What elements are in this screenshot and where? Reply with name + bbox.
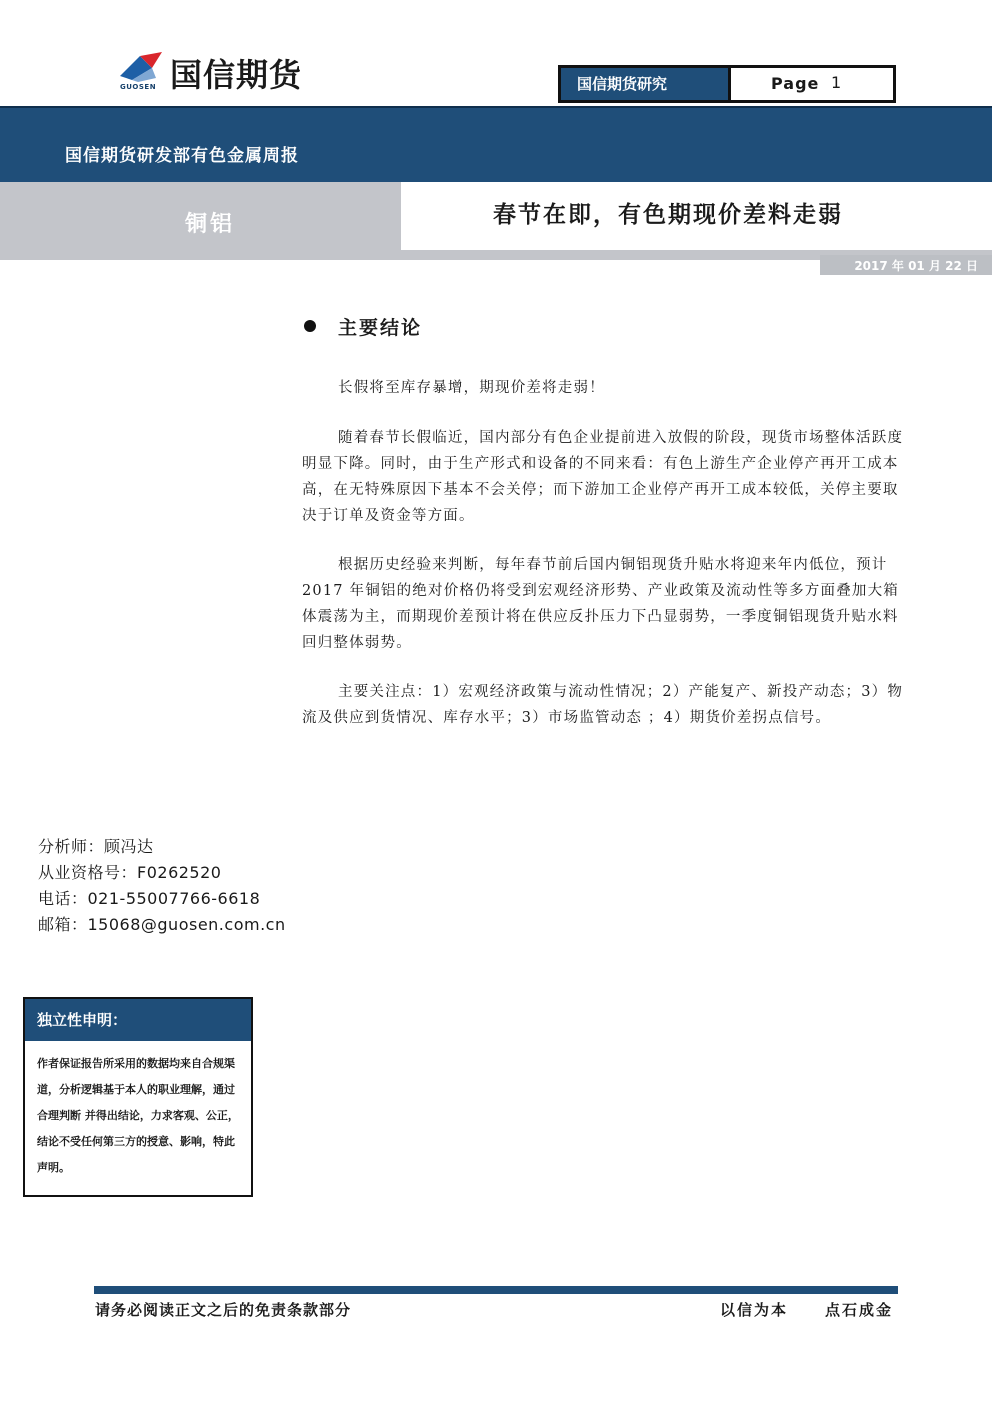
statement-body: 作者保证报告所采用的数据均来自合规渠道，分析逻辑基于本人的职业理解，通过合理判断 并得出结论，力求客观、公正，结论不受任何第三方的授意、影响，特此声明。 <box>37 1057 239 1174</box>
page-label: Page <box>771 74 820 93</box>
analyst-license: 从业资格号：F0262520 <box>38 863 222 882</box>
report-banner <box>0 106 992 182</box>
category-label: 铜铝 <box>185 211 236 237</box>
report-series-title: 国信期货研发部有色金属周报 <box>65 146 299 166</box>
bullet-icon <box>304 320 316 332</box>
company-logo <box>118 50 348 94</box>
analyst-info <box>38 834 286 938</box>
headline-box <box>401 182 992 250</box>
statement-title: 独立性申明： <box>25 999 251 1041</box>
date-band <box>820 255 992 275</box>
logo-mark-icon <box>118 50 168 84</box>
conclusion-paragraph: 主要关注点：1）宏观经济政策与流动性情况；2）产能复产、新投产动态；3）物流及供应到货情况、库存水平；3）市场监管动态 ；4）期货价差拐点信号。 <box>302 684 904 726</box>
logo-name: 国信期货 <box>170 56 303 94</box>
analyst-name: 分析师：顾冯达 <box>38 837 154 856</box>
page-indicator-divider <box>728 68 731 100</box>
analyst-email: 邮箱：15068@guosen.com.cn <box>38 915 286 934</box>
footer-rule <box>94 1286 898 1294</box>
analyst-phone: 电话：021-55007766-6618 <box>38 889 261 908</box>
research-dept-label: 国信期货研究 <box>561 68 728 100</box>
footer-slogan-1: 以信为本 <box>720 1301 789 1319</box>
logo-subtext: GUOSEN <box>120 83 157 91</box>
page-number: 1 <box>831 73 842 92</box>
report-headline: 春节在即，有色期现价差料走弱 <box>493 201 843 228</box>
section-heading: 主要结论 <box>338 317 423 339</box>
conclusion-lead: 长假将至库存暴增，期现价差将走弱！ <box>338 380 605 396</box>
report-date: 2017 年 01 月 22 日 <box>854 259 978 273</box>
conclusion-paragraph: 根据历史经验来判断，每年春节前后国内铜铝现货升贴水将迎来年内低位，预计 2017 年铜铝的绝对价格仍将受到宏观经济形势、产业政策及流动性等多方面叠加大箱体震荡为主，而期现价差预计将在供应反扑压力下凸显弱势，一季度铜铝现货升贴水料回归整体弱势。 <box>302 557 900 651</box>
conclusion-paragraph: 随着春节长假临近，国内部分有色企业提前进入放假的阶段，现货市场整体活跃度明显下降。同时，由于生产形式和设备的不同来看：有色上游生产企业停产再开工成本高，在无特殊原因下基本不会关停；而下游加工企业停产再开工成本较低，关停主要取决于订单及资金等方面。 <box>302 430 904 524</box>
independence-statement <box>23 997 253 1197</box>
footer-disclaimer-note: 请务必阅读正文之后的免责条款部分 <box>95 1301 352 1319</box>
footer-slogan-2: 点石成金 <box>825 1301 894 1319</box>
page-indicator <box>558 65 896 103</box>
